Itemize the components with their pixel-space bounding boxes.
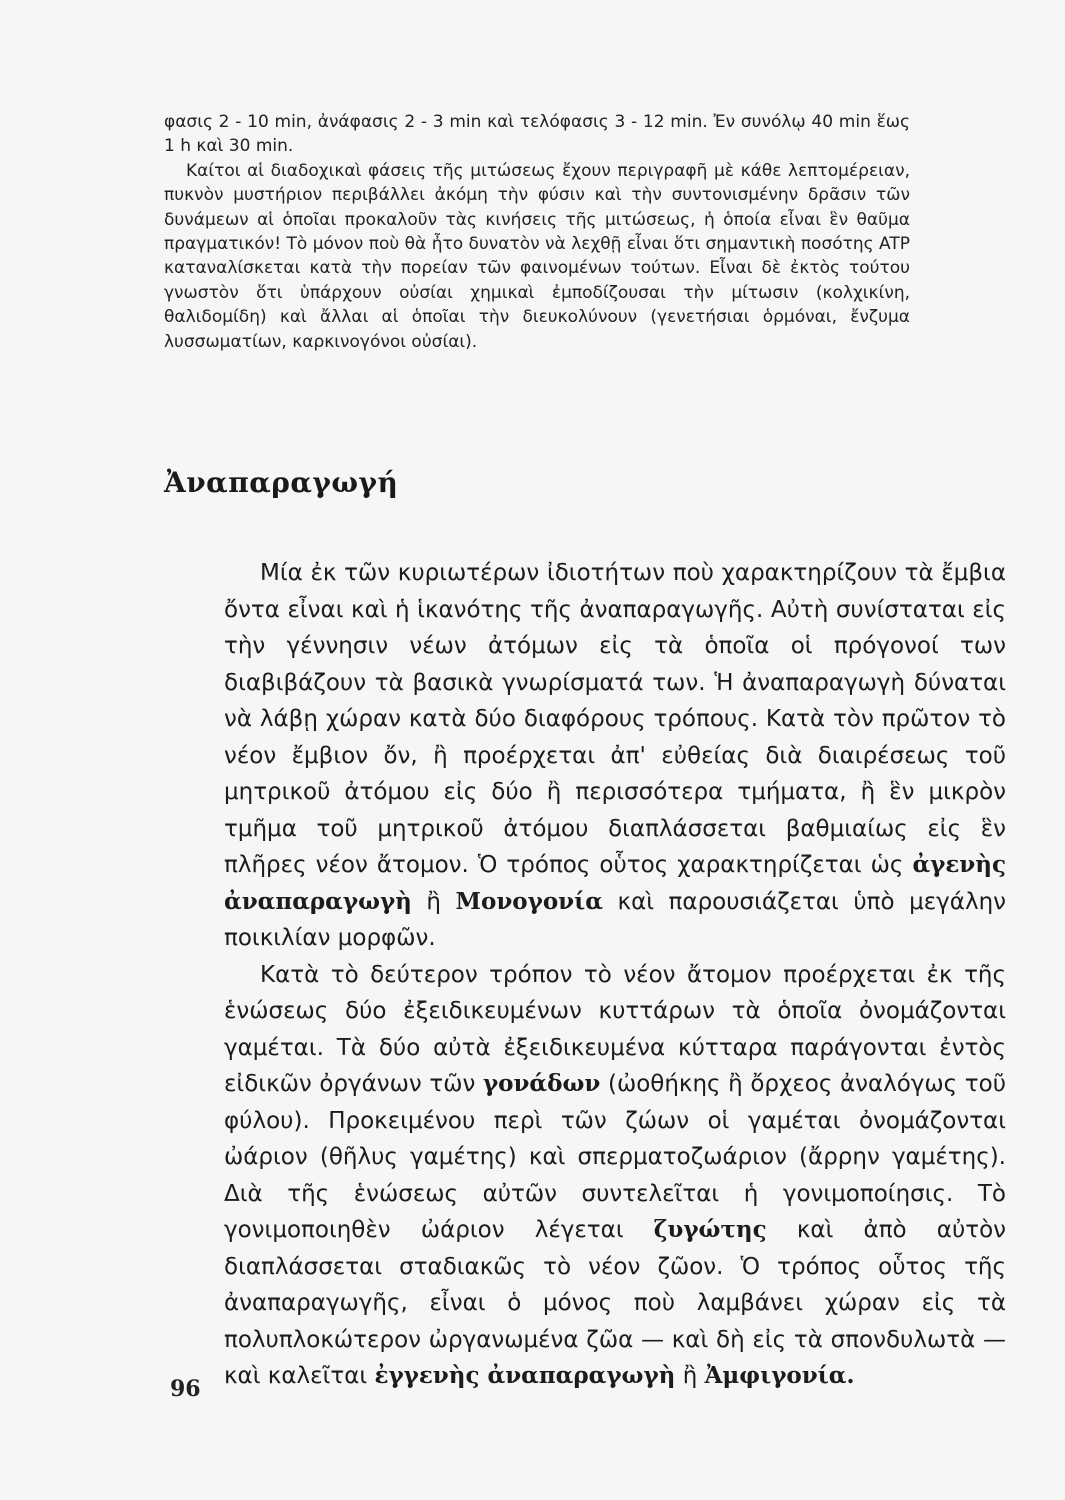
mitosis-paragraph: Καίτοι αἱ διαδοχικαὶ φάσεις τῆς μιτώσεως ἔχουν περιγραφῆ μὲ κάθε λεπτομέρειαν, πυκνὸν μυστήριον περιβάλλει ἀκόμη τὴν φύσιν καὶ τὴν συντονισμένην δρᾶσιν τῶν δυνάμεων αἱ ὁποῖαι προκαλοῦν τὰς κινήσεις τῆς μιτώσεως, ἡ ὁποία εἶναι ἓν θαῦμα πραγματικόν! Τὸ μόνον ποὺ θὰ ἦτο δυνατὸν νὰ λεχθῇ εἶναι ὅτι σημαντικὴ ποσότης ATP καταναλίσκεται κατὰ τὴν πορείαν τῶν φαινομένων τούτων. Εἶναι δὲ ἐκτὸς τούτου γνωστὸν ὅτι ὑπάρχουν οὐσίαι χημικαὶ ἐμποδίζουσαι τὴν μίτωσιν (κολχικίνη, θαλιδομίδη) καὶ ἄλλαι αἱ ὁποῖαι τὴν διευκολύνουν (γενετήσιαι ὁρμόναι, ἔνζυμα λυσσωματίων, καρκινογόνοι οὐσίαι). (164, 160, 910, 352)
term-monogony: Μονογονία (455, 887, 603, 915)
paragraph-text: Κατὰ τὸ δεύτερον τρόπον τὸ νέον ἄτομον προέρχεται ἐκ τῆς ἑνώσεως δύο ἐξειδικευμένων κυττάρων τὰ ὁποῖα ὀνομάζονται γαμέται. Τὰ δύο αὐτὰ ἐξειδικευμένα κύτταρα παράγονται ἐντὸς εἰδικῶν ὀργάνων τῶν (224, 961, 1006, 1097)
term-gonads: γονάδων (482, 1070, 601, 1097)
paragraph-text: (ὠοθήκης ἢ ὄρχεος ἀναλόγως τοῦ φύλου). Προκειμένου περὶ τῶν ζώων οἱ γαμέται ὀνομάζονται ὠάριον (θῆλυς γαμέτης) καὶ σπερματοζωάριον (ἄρρην γαμέτης). Διὰ τῆς ἑνώσεως αὐτῶν συντελεῖται ἡ γονιμοποίησις. Τὸ γονιμοποιηθὲν ὠάριον λέγεται (224, 1071, 1007, 1243)
term-sexual-reproduction: ἐγγενὴς ἀναπαραγωγὴ (374, 1362, 676, 1389)
section-heading: Ἀναπαραγωγή (164, 466, 399, 499)
connector-text: ἢ (682, 1363, 698, 1389)
paragraph-text: Μία ἐκ τῶν κυριωτέρων ἰδιοτήτων ποὺ χαρακτηρίζουν τὰ ἔμβια ὄντα εἶναι καὶ ἡ ἱκανότης τῆς ἀναπαραγωγῆς. Αὐτὴ συνίσταται εἰς τὴν γέννησιν νέων ἀτόμων εἰς τὰ ὁποῖα οἱ πρόγονοί των διαβιβάζουν τὰ βασικὰ γνωρίσματά των. Ἡ ἀναπαραγωγὴ δύναται νὰ λάβῃ χώραν κατὰ δύο διαφόρους τρόπους. Κατὰ τὸν πρῶτον τὸ νέον ἔμβιον ὄν, ἢ προέρχεται ἀπ' εὐθείας διὰ διαιρέσεως τοῦ μητρικοῦ ἀτόμου εἰς δύο ἢ περισσότερα τμήματα, ἢ ἓν μικρὸν τμῆμα τοῦ μητρικοῦ ἀτόμου διαπλάσσεται βαθμιαίως εἰς ἓν πλῆρες νέον ἄτομον. Ὁ τρόπος οὗτος χαρακτηρίζεται ὡς (224, 560, 1006, 878)
term-amphigony: Ἀμφιγονία. (704, 1362, 855, 1389)
section-body (224, 555, 1006, 1395)
paragraph-sexual (224, 957, 1006, 1395)
term-zygote: ζυγώτης (653, 1216, 767, 1243)
paragraph-text: καὶ ἀπὸ αὐτὸν διαπλάσσεται σταδιακῶς τὸ νέον ζῶον. Ὁ τρόπος οὗτος τῆς ἀναπαραγωγῆς, εἶναι ὁ μόνος ποὺ λαμβάνει χώραν εἰς τὰ πολυπλοκώτερον ὠργανωμένα ζῶα — καὶ δὴ εἰς τὰ σπονδυλωτὰ — καὶ καλεῖται (224, 1217, 1007, 1389)
paragraph-asexual (224, 555, 1006, 957)
term-asexual-reproduction: ἀγενὴς ἀναπαραγωγὴ (224, 851, 1006, 915)
paragraph-text: καὶ παρουσιάζεται ὑπὸ μεγάλην ποικιλίαν μορφῶν. (224, 888, 1006, 951)
page-number: 96 (170, 1376, 201, 1402)
top-line: φασις 2 - 10 min, ἀνάφασις 2 - 3 min καὶ τελόφασις 3 - 12 min. Ἐν συνόλῳ 40 min ἕως 1 h καὶ 30 min. (164, 112, 910, 157)
top-text-block (164, 110, 910, 354)
connector-text: ἢ (426, 888, 441, 915)
